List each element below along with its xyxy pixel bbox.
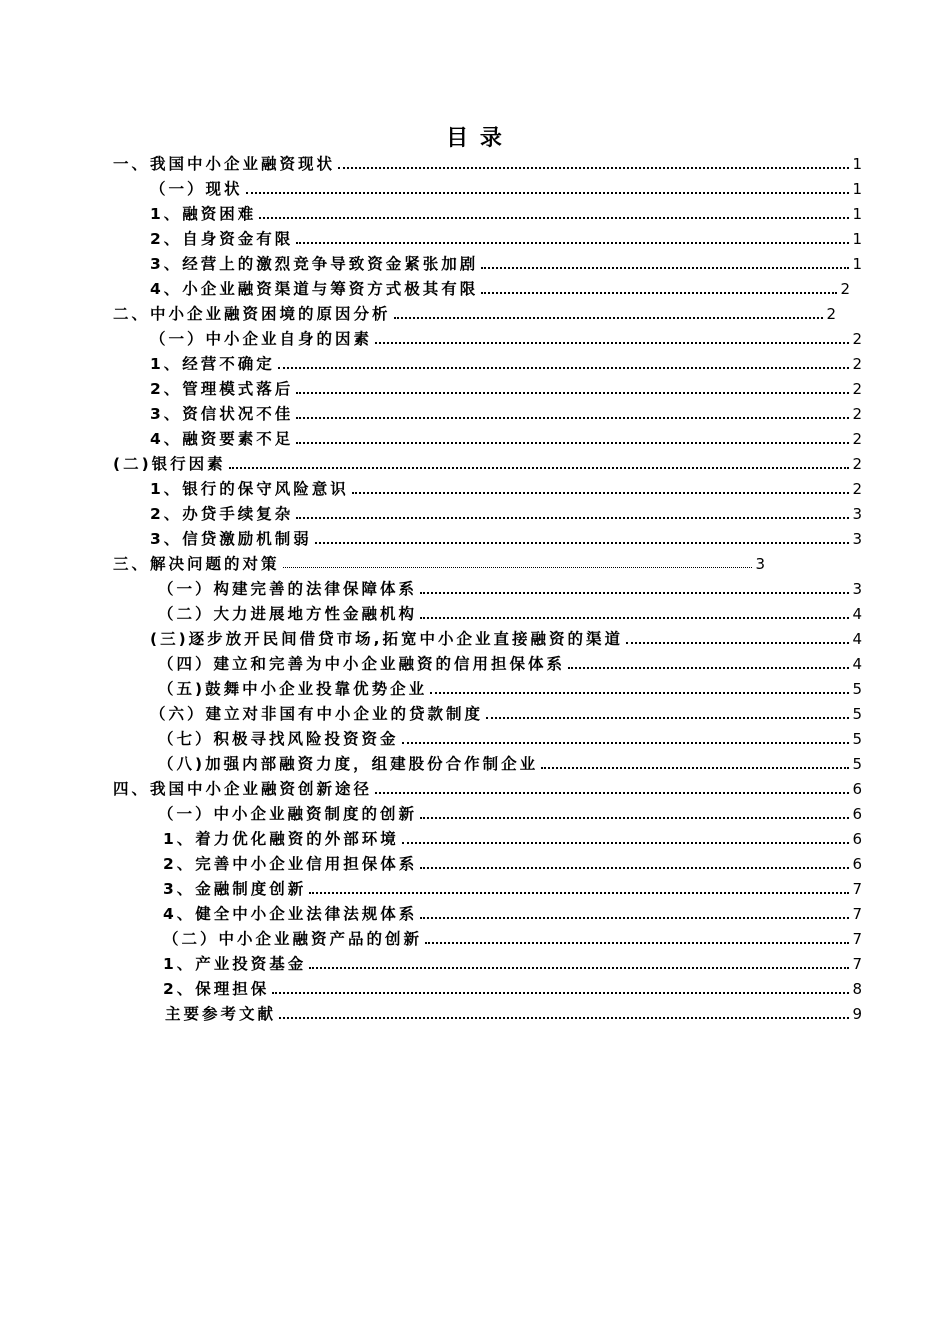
toc-leader-dots	[481, 267, 849, 269]
toc-entry-page-number: 2	[852, 330, 862, 348]
toc-entry-page-number: 3	[852, 505, 862, 523]
toc-entry-label: 一、我国中小企业融资现状	[113, 155, 336, 173]
toc-leader-dots	[278, 367, 850, 369]
toc-entry	[165, 1000, 862, 1024]
toc-entry	[163, 950, 862, 974]
toc-entry-page-number: 1	[852, 205, 862, 223]
toc-entry	[150, 700, 862, 724]
toc-entry	[113, 450, 862, 474]
toc-leader-dots	[375, 342, 849, 344]
toc-leader-dots	[352, 492, 850, 494]
toc-entry	[150, 400, 862, 424]
toc-entry-page-number: 7	[852, 930, 862, 948]
toc-entry	[150, 225, 862, 249]
toc-leader-dots	[402, 842, 850, 844]
toc-leader-dots	[425, 942, 849, 944]
toc-entry-page-number: 1	[852, 255, 862, 273]
toc-entry-label: 1、融资困难	[150, 205, 257, 223]
toc-entry-page-number: 5	[852, 680, 862, 698]
toc-entry-page-number: 2	[852, 430, 862, 448]
toc-entry-label: 4、融资要素不足	[150, 430, 294, 448]
toc-entry	[150, 175, 862, 199]
toc-leader-dots	[486, 717, 849, 719]
toc-entry	[150, 625, 862, 649]
toc-entry-page-number: 5	[852, 755, 862, 773]
toc-leader-dots	[394, 317, 824, 319]
toc-entry-page-number: 2	[840, 280, 850, 298]
toc-entry-page-number: 2	[852, 405, 862, 423]
toc-entry-label: 四、我国中小企业融资创新途径	[113, 780, 373, 798]
toc-entry-label: 2、管理模式落后	[150, 380, 294, 398]
toc-leader-dots	[338, 167, 849, 169]
toc-entry-label: （六）建立对非国有中小企业的贷款制度	[150, 705, 484, 723]
toc-entry-page-number: 1	[852, 180, 862, 198]
toc-entry	[158, 675, 862, 699]
toc-entry-label: 3、信贷激励机制弱	[150, 530, 312, 548]
toc-entry-label: （四）建立和完善为中小企业融资的信用担保体系	[158, 655, 566, 673]
toc-entry-label: 1、着力优化融资的外部环境	[163, 830, 399, 848]
toc-entry-label: （一）中小企业融资制度的创新	[158, 805, 418, 823]
toc-leader-dots	[309, 967, 849, 969]
toc-entry	[150, 275, 850, 299]
toc-leader-dots	[296, 392, 849, 394]
toc-entry-label: 3、经营上的激烈竞争导致资金紧张加剧	[150, 255, 479, 273]
toc-entry	[158, 800, 862, 824]
toc-title: 目 录	[446, 126, 504, 151]
toc-leader-dots	[420, 917, 849, 919]
toc-entry	[150, 525, 862, 549]
toc-leader-dots	[420, 592, 849, 594]
toc-entry-label: （七）积极寻找风险投资资金	[158, 730, 399, 748]
toc-entry-label: 二、中小企业融资困境的原因分析	[113, 305, 391, 323]
toc-entry-label: 4、健全中小企业法律法规体系	[163, 905, 418, 923]
toc-entry-page-number: 1	[852, 155, 862, 173]
toc-entry	[150, 425, 862, 449]
toc-entry-label: 三、解决问题的对策	[113, 555, 280, 573]
toc-leader-dots	[246, 192, 850, 194]
toc-entry	[163, 825, 862, 849]
toc-leader-dots	[541, 767, 849, 769]
toc-entry-page-number: 4	[852, 630, 862, 648]
toc-entry-label: （一）现状	[150, 180, 243, 198]
toc-leader-dots	[568, 667, 849, 669]
toc-entry-label: 2、办贷手续复杂	[150, 505, 294, 523]
toc-entry-page-number: 6	[852, 780, 862, 798]
toc-entry-page-number: 3	[755, 555, 765, 573]
toc-entry-label: （一）构建完善的法律保障体系	[158, 580, 418, 598]
toc-leader-dots	[296, 242, 849, 244]
toc-entry	[163, 850, 862, 874]
toc-leader-dots	[272, 992, 849, 994]
toc-entry-label: 2、自身资金有限	[150, 230, 294, 248]
toc-entry-label: （八)加强内部融资力度，组建股份合作制企业	[158, 755, 539, 773]
toc-entry-page-number: 2	[852, 480, 862, 498]
toc-entry	[150, 375, 862, 399]
toc-entry	[158, 725, 862, 749]
toc-entry-label: 2、完善中小企业信用担保体系	[163, 855, 418, 873]
toc-entry-page-number: 4	[852, 605, 862, 623]
toc-leader-dots	[279, 1017, 849, 1019]
toc-entry	[158, 575, 862, 599]
toc-entry-page-number: 4	[852, 655, 862, 673]
toc-leader-dots	[296, 442, 849, 444]
toc-entry-label: （二）中小企业融资产品的创新	[163, 930, 423, 948]
toc-entry-page-number: 7	[852, 905, 862, 923]
toc-leader-dots	[315, 542, 850, 544]
toc-entry	[113, 550, 765, 574]
toc-entry-page-number: 1	[852, 230, 862, 248]
toc-entry-page-number: 6	[852, 830, 862, 848]
toc-entry-label: （一）中小企业自身的因素	[150, 330, 373, 348]
toc-leader-dots	[402, 742, 850, 744]
toc-leader-dots	[420, 817, 849, 819]
toc-entry-page-number: 3	[852, 530, 862, 548]
toc-leader-dots	[430, 692, 849, 694]
toc-entry-label: (二)银行因素	[113, 455, 226, 473]
toc-entry-page-number: 5	[852, 705, 862, 723]
toc-leader-dots	[283, 567, 753, 568]
toc-entry	[150, 200, 862, 224]
toc-leader-dots	[296, 517, 849, 519]
toc-entry	[150, 475, 862, 499]
toc-leader-dots	[420, 867, 849, 869]
toc-entry-page-number: 5	[852, 730, 862, 748]
toc-entry	[113, 775, 862, 799]
toc-entry-page-number: 2	[852, 455, 862, 473]
toc-entry	[163, 900, 862, 924]
toc-entry-page-number: 6	[852, 805, 862, 823]
toc-entry	[158, 650, 862, 674]
toc-leader-dots	[309, 892, 849, 894]
toc-entry-page-number: 2	[852, 380, 862, 398]
toc-entry	[113, 300, 836, 324]
toc-entry-page-number: 8	[852, 980, 862, 998]
toc-entry-label: 3、金融制度创新	[163, 880, 307, 898]
toc-leader-dots	[229, 467, 850, 469]
toc-entry-label: 3、资信状况不佳	[150, 405, 294, 423]
toc-entry	[150, 325, 862, 349]
toc-entry-page-number: 6	[852, 855, 862, 873]
toc-entry-page-number: 7	[852, 955, 862, 973]
toc-leader-dots	[296, 417, 849, 419]
toc-entry-label: 1、经营不确定	[150, 355, 275, 373]
toc-entry-label: (三)逐步放开民间借贷市场,拓宽中小企业直接融资的渠道	[150, 630, 624, 648]
toc-entry-page-number: 2	[852, 355, 862, 373]
toc-entry-page-number: 9	[852, 1005, 862, 1023]
toc-entry-page-number: 3	[852, 580, 862, 598]
toc-entry-label: （二）大力进展地方性金融机构	[158, 605, 418, 623]
toc-leader-dots	[626, 642, 849, 644]
toc-entry-label: 2、保理担保	[163, 980, 270, 998]
toc-leader-dots	[375, 792, 849, 794]
toc-entry	[163, 975, 862, 999]
toc-entry-page-number: 2	[826, 305, 836, 323]
toc-entry	[158, 750, 862, 774]
toc-entry	[113, 150, 862, 174]
toc-entry	[163, 925, 862, 949]
toc-entry	[150, 250, 862, 274]
toc-entry-label: 1、银行的保守风险意识	[150, 480, 349, 498]
toc-leader-dots	[420, 617, 849, 619]
toc-entry-label: 主要参考文献	[165, 1005, 277, 1023]
toc-entry-label: 1、产业投资基金	[163, 955, 307, 973]
toc-entry	[163, 875, 862, 899]
toc-leader-dots	[259, 217, 849, 219]
toc-entry	[150, 500, 862, 524]
toc-entry	[150, 350, 862, 374]
toc-entry	[158, 600, 862, 624]
toc-entry-label: （五)鼓舞中小企业投靠优势企业	[158, 680, 428, 698]
toc-entry-label: 4、小企业融资渠道与筹资方式极其有限	[150, 280, 479, 298]
toc-entry-page-number: 7	[852, 880, 862, 898]
toc-leader-dots	[481, 292, 837, 294]
